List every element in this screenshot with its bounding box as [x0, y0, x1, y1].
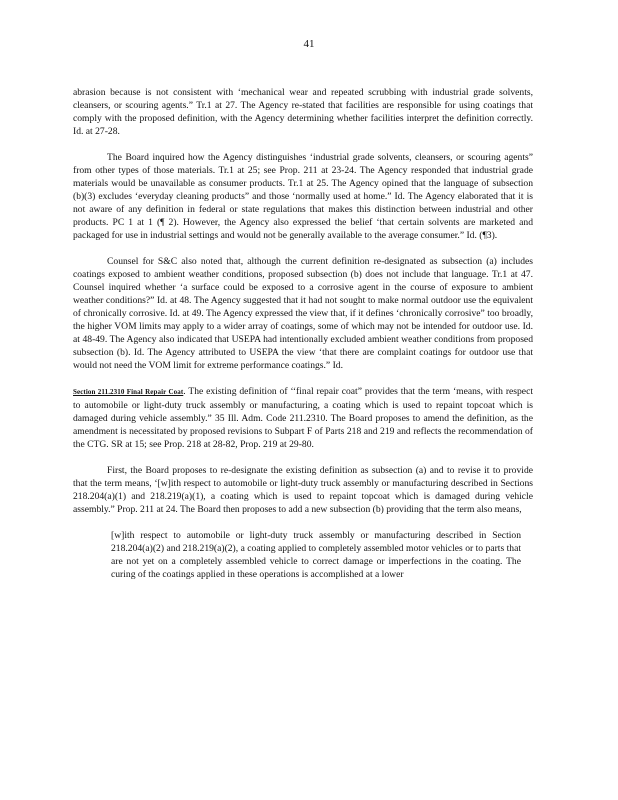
paragraph-first-board-proposes: First, the Board proposes to re-designate the existing definition as subsection (a) and to revise it to provide that the term means, ‘[w]ith respect to automobile or light-duty truck assembly or manufacturing described in Sections 218.204(a)(1) and 218.219(a)(1), a coating which is used to repaint topcoat which is damaged during vehicle assembly.” Prop. 211 at 24. The Board then proposes to add a new subsection (b) providing that the term also means, — [73, 465, 533, 515]
paragraph-abrasion: abrasion because is not consistent with ‘mechanical wear and repeated scrubbing with industrial grade solvents, cleansers, or scouring agents.” Tr.1 at 27. The Agency re-stated that facilities are responsible for using coatings that comply with the proposed definition, with the Agency determining whether facilities interpret the definition correctly. Id. at 27-28. — [73, 87, 533, 137]
section-heading: Section 211.2310 Final Repair Coat — [73, 388, 184, 396]
paragraph-final-repair-coat-text: . The existing definition of ‘‘final repair coat” provides that the term ‘means, with respect to automobile or light-duty truck assembly or manufacturing, a coating which is used to repaint topcoat which is damaged during vehicle assembly.” 35 Ill. Adm. Code 211.2310. The Board proposes to amend the definition, as the amendment is necessitated by proposed revisions to Subpart F of Parts 218 and 219 and reflects the recommendation of the CTG. SR at 15; see Prop. 218 at 28-82, Prop. 219 at 29-80. — [73, 386, 533, 450]
paragraph-board-inquired: The Board inquired how the Agency distinguishes ‘industrial grade solvents, cleansers, or scouring agents” from other types of those materials. Tr.1 at 25; see Prop. 211 at 23-24. The Agency responded that industrial grade materials would be unavailable as consumer products. Tr.1 at 25. The Agency opined that the language of subsection (b)(3) excludes ‘everyday cleaning products” and those ‘normally used at home.” Id. The Agency elaborated that it is not aware of any definition in federal or state regulations that makes this distinction between industrial and other products. PC 1 at 1 (¶ 2). However, the Agency also expressed the belief ‘that certain solvents are marketed and packaged for use in industrial settings and would not be generally available to the average consumer.” Id. (¶3). — [73, 152, 533, 241]
paragraph-counsel: Counsel for S&C also noted that, although the current definition re-designated as subsection (a) includes coatings exposed to ambient weather conditions, proposed subsection (b) does not include that language. Tr.1 at 47. Counsel inquired whether ‘a surface could be exposed to a corrosive agent in the course of exposure to ambient weather conditions?” Id. at 48. The Agency suggested that it had not sought to make normal outdoor use the equivalent of chronically corrosive. Id. at 49. The Agency expressed the view that, if it defines ‘chronically corrosive” too broadly, the higher VOM limits may apply to a wider array of coatings, some of which may not be intended for outdoor use. Id. at 48-49. The Agency also indicated that USEPA had intentionally excluded ambient weather conditions from proposed subsection (b). Id. The Agency attributed to USEPA the view ‘that there are complaint coatings for outdoor use that would not need the VOM limit for extreme performance coatings.” Id. — [73, 256, 533, 371]
block-quote: [w]ith respect to automobile or light-duty truck assembly or manufacturing described in Section 218.204(a)(2) and 218.219(a)(2), a coating applied to completely assembled motor vehicles or to parts that are not yet on a completely assembled vehicle to correct damage or imperfections in the coating. The curing of the coatings applied in these operations is accomplished at a lower — [111, 530, 521, 580]
page-number: 41 — [303, 38, 315, 50]
document-body — [73, 86, 533, 581]
paragraph-final-repair-coat — [73, 385, 533, 451]
